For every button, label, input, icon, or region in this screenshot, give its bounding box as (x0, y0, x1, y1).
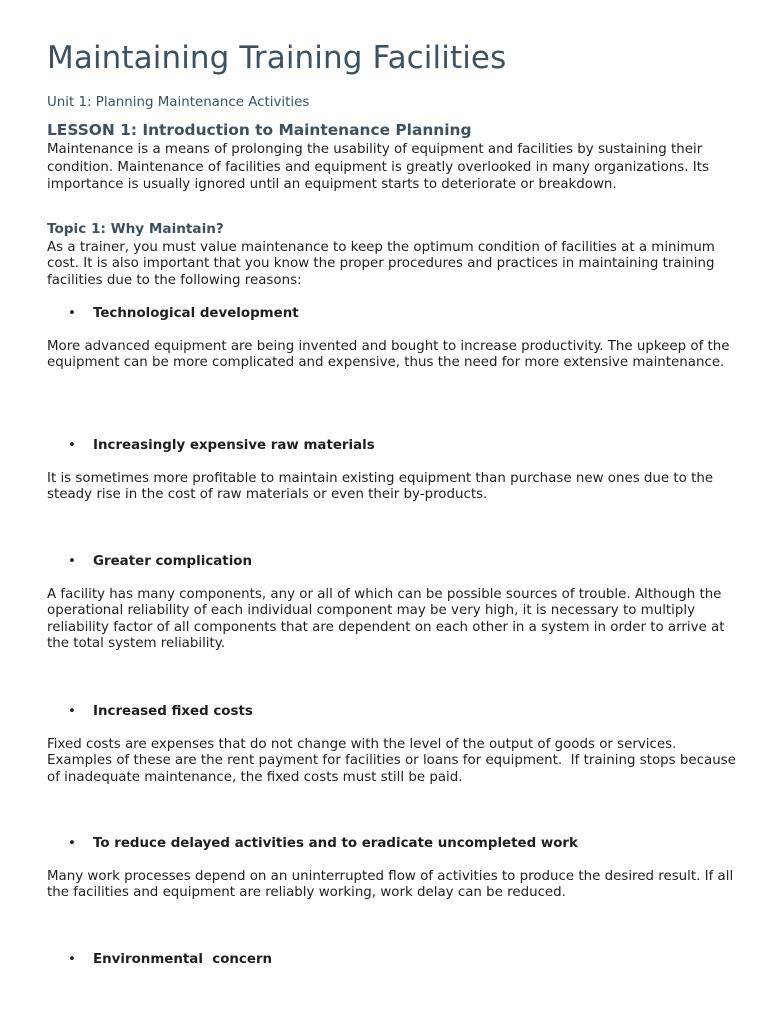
reason-heading: To reduce delayed activities and to eradicate uncompleted work (93, 836, 578, 851)
reason-heading: Greater complication (93, 554, 253, 569)
bullet-icon: • (68, 836, 76, 851)
reason-paragraph: More advanced equipment are being invented and bought to increase productivity. The upkeep of the equipment can be more complicated and expensive, thus the need for more extensive maintenance. (47, 339, 730, 371)
bullet-icon: • (68, 306, 76, 321)
bullet-icon: • (68, 952, 76, 967)
reason-paragraph: A facility has many components, any or all of which can be possible sources of trouble. Although the operational reliability of each individual component may be very high, it is necessary to multiply reliability factor of all components that are dependent on each other in a system in order to arrive at the total system reliability. (47, 587, 725, 652)
bullet-icon: • (68, 704, 76, 719)
reason-paragraph: It is sometimes more profitable to maintain existing equipment than purchase new ones due to the steady rise in the cost of raw materials or even their by-products. (47, 471, 714, 503)
document-title: Maintaining Training Facilities (47, 40, 507, 76)
reason-heading: Increasingly expensive raw materials (93, 438, 375, 453)
reason-paragraph: Fixed costs are expenses that do not change with the level of the output of goods or services. Examples of these are the rent payment for facilities or loans for equipment. If training stops because of inadequate maintenance, the fixed costs must still be paid. (47, 737, 741, 785)
lesson-paragraph: Maintenance is a means of prolonging the usability of equipment and facilities by sustaining their condition. Maintenance of facilities and equipment is greatly overlooked in many organizations. Its importance is usually ignored until an equipment starts to deteriorate or breakdown. (47, 142, 709, 192)
bullet-icon: • (68, 438, 76, 453)
lesson-heading: LESSON 1: Introduction to Maintenance Planning (47, 121, 472, 139)
reason-heading: Increased fixed costs (93, 704, 253, 719)
reason-heading: Technological development (93, 306, 299, 321)
topic-paragraph: As a trainer, you must value maintenance to keep the optimum condition of facilities at a minimum cost. It is also important that you know the proper procedures and practices in maintaining training facilities due to the following reasons: (47, 240, 715, 288)
reason-heading: Environmental concern (93, 952, 273, 967)
unit-subtitle: Unit 1: Planning Maintenance Activities (47, 95, 310, 110)
topic-heading: Topic 1: Why Maintain? (47, 221, 224, 237)
reason-paragraph: Many work processes depend on an uninterrupted flow of activities to produce the desired result. If all the facilities and equipment are reliably working, work delay can be reduced. (47, 869, 734, 901)
bullet-icon: • (68, 554, 76, 569)
